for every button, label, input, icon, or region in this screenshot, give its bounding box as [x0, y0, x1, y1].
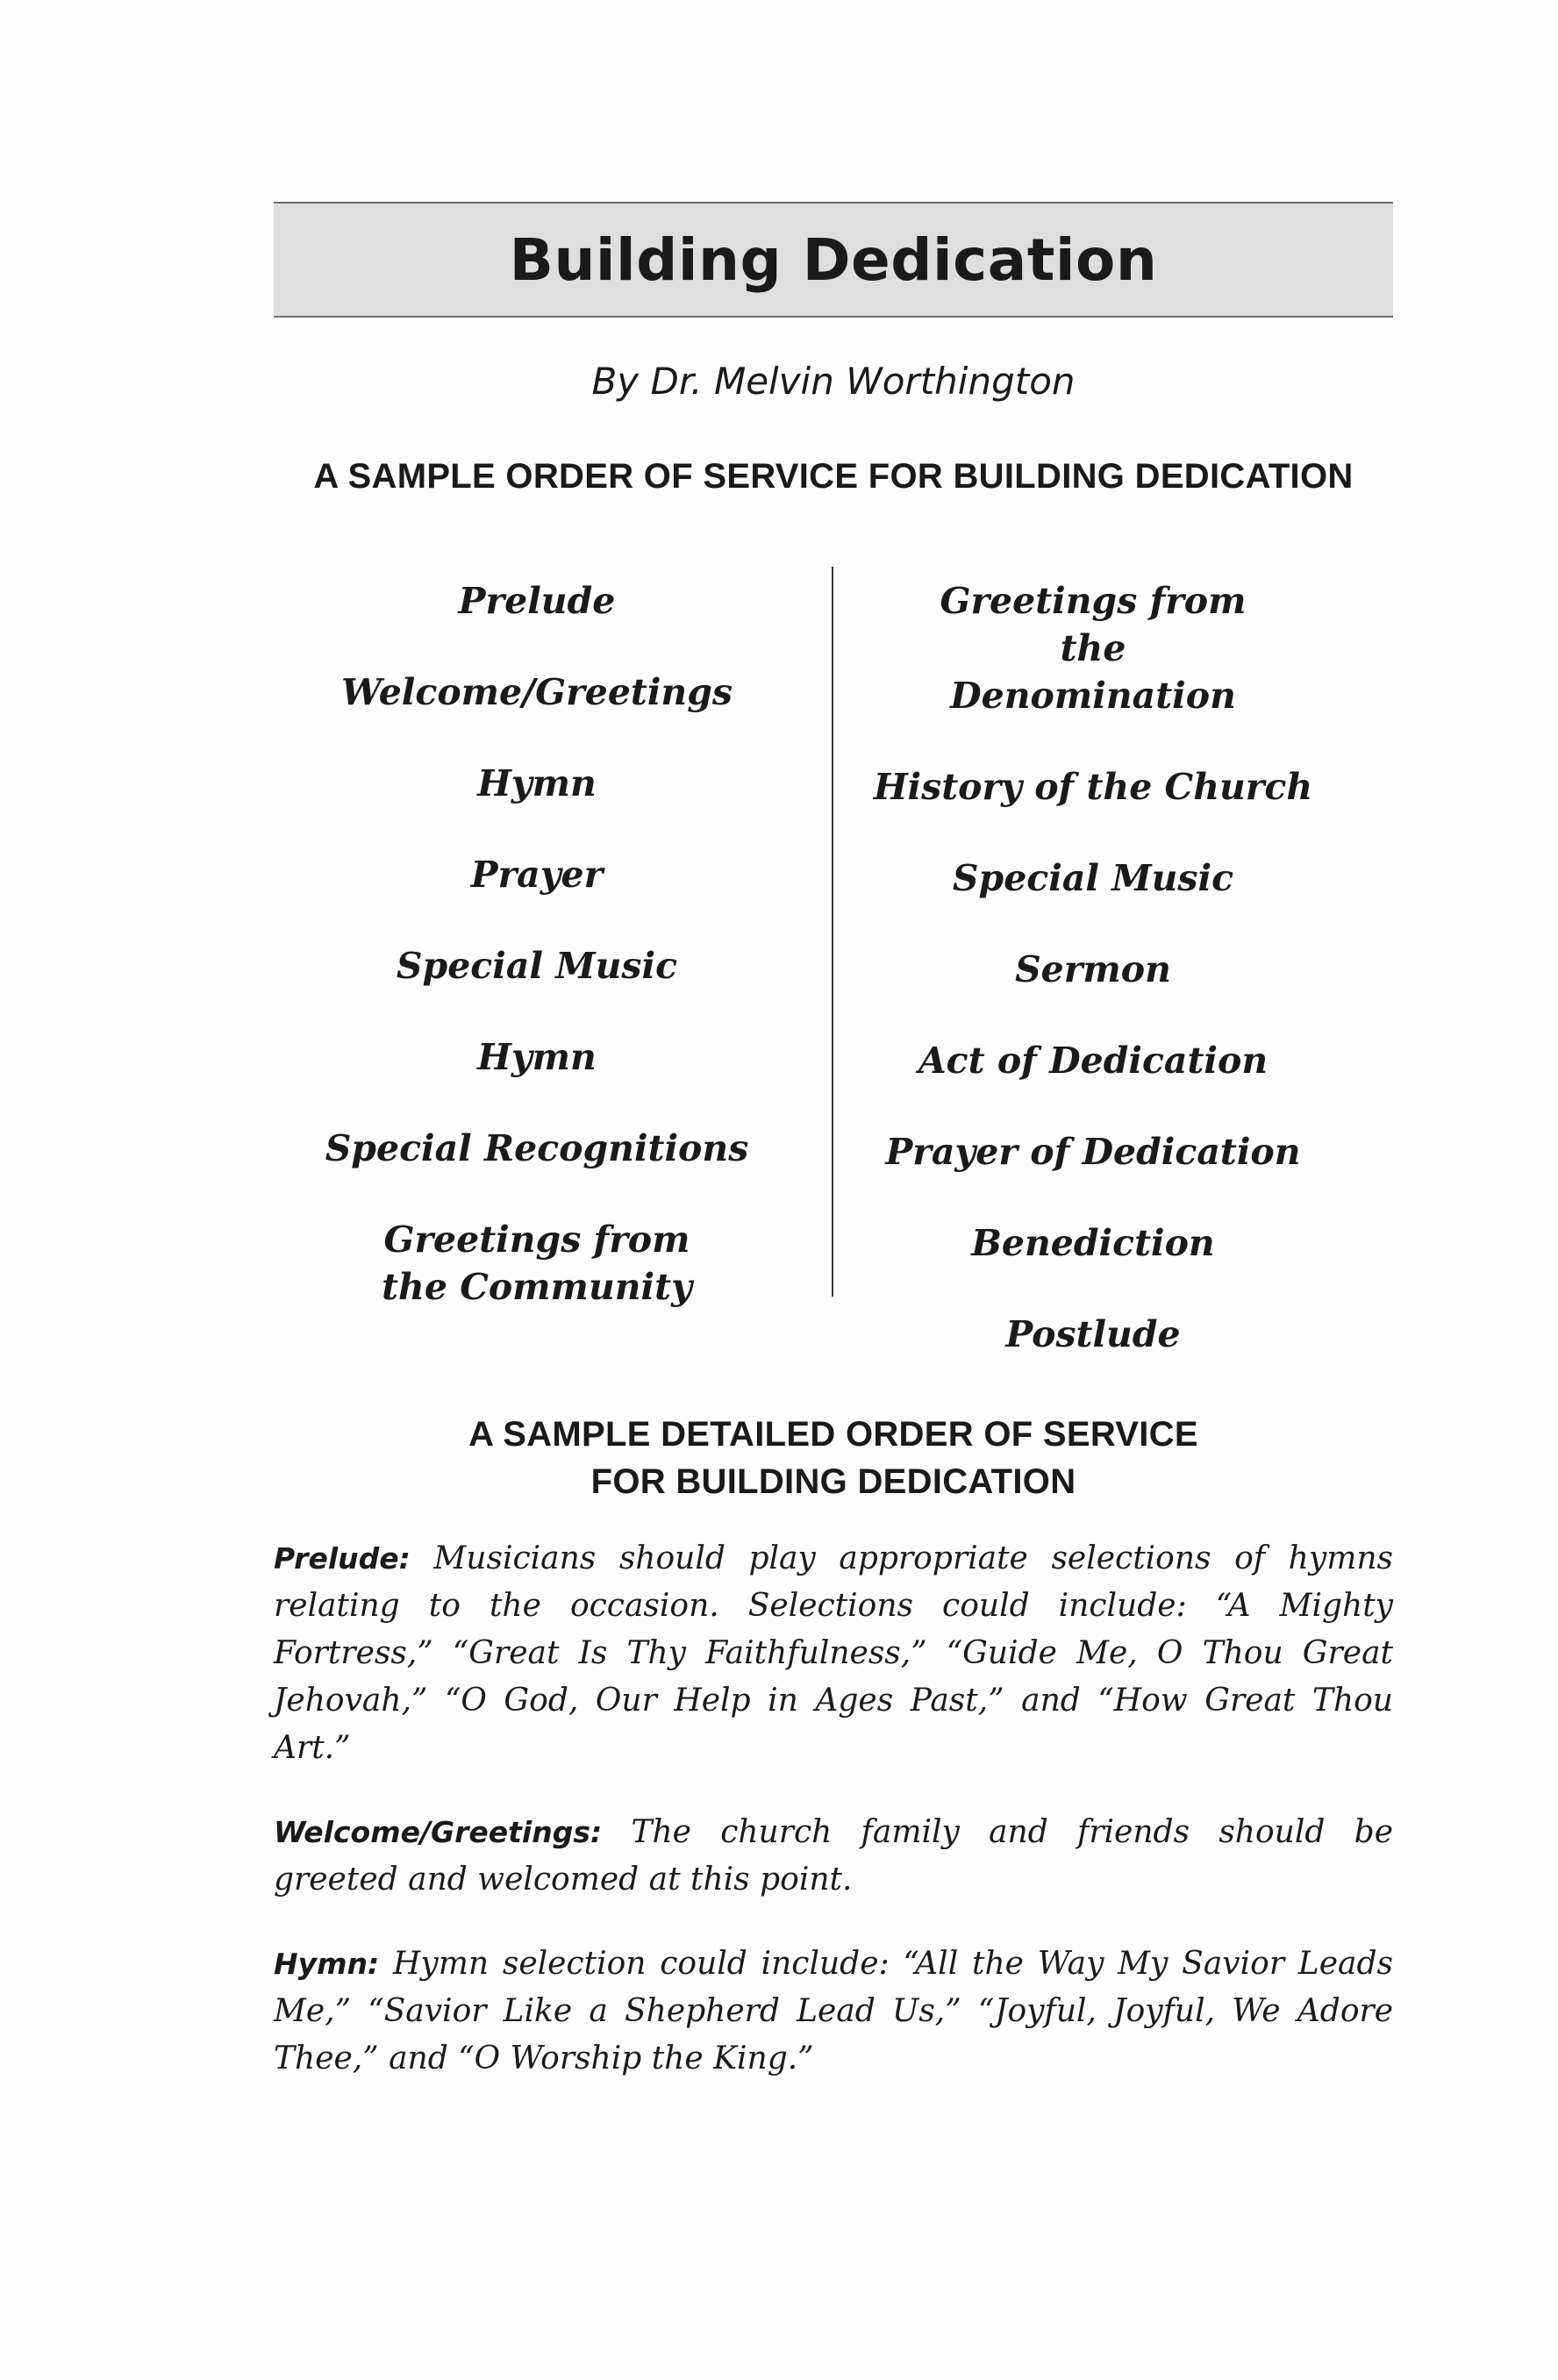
detailed-paragraphs	[274, 1535, 1393, 2083]
paragraph-text: The church family and friends should be greeted and welcomed at this point.	[274, 1814, 1393, 1898]
order-item: Greetings from the Community	[382, 1219, 692, 1308]
order-item: Hymn	[477, 1036, 597, 1078]
order-item: Sermon	[1015, 948, 1171, 990]
order-item: Special Recognitions	[325, 1127, 749, 1169]
paragraph-label: Hymn:	[274, 1947, 380, 1981]
order-item: Prayer of Dedication	[885, 1131, 1301, 1173]
detailed-order-heading	[274, 1411, 1393, 1505]
order-item: Special Music	[396, 945, 678, 987]
paragraph-prelude	[274, 1535, 1393, 1772]
document-page	[274, 202, 1393, 2119]
page-title: Building Dedication	[509, 225, 1158, 294]
title-banner	[274, 202, 1393, 318]
author-byline: By Dr. Melvin Worthington	[591, 360, 1076, 403]
order-item: Act of Dedication	[918, 1040, 1269, 1082]
order-item: Postlude	[1005, 1313, 1181, 1355]
order-item: Hymn	[477, 762, 597, 804]
paragraph-text: Musicians should play appropriate selections of hymns relating to the occasion. Selections could include: “A Mighty Fortress,” “Great Is Thy Faithfulness,” “Guide Me, O Thou Great Jehovah,” “O God, Our Help in Ages Past,” and “How Great Thou Art.”	[274, 1540, 1393, 1766]
order-list-right	[830, 577, 1356, 1402]
order-item: Special Music	[952, 857, 1234, 899]
paragraph-text: Hymn selection could include: “All the Way My Savior Leads Me,” “Savior Like a Shepherd Lead Us,” “Joyful, Joyful, We Adore Thee,” and “O Worship the King.”	[274, 1946, 1394, 2076]
order-item: Greetings from the Denomination	[940, 580, 1247, 717]
paragraph-label: Prelude:	[274, 1541, 411, 1576]
order-item: Benediction	[971, 1222, 1215, 1264]
order-item: Welcome/Greetings	[341, 671, 733, 713]
paragraph-welcome	[274, 1809, 1393, 1904]
detailed-heading-line1: A SAMPLE DETAILED ORDER OF SERVICE	[468, 1415, 1198, 1454]
order-item: History of the Church	[873, 766, 1313, 808]
sample-order-heading: A SAMPLE ORDER OF SERVICE FOR BUILDING DEDICATION	[313, 457, 1354, 496]
order-of-service-columns	[274, 577, 1393, 1355]
paragraph-hymn	[274, 1940, 1393, 2083]
order-item: Prelude	[458, 580, 616, 622]
order-item: Prayer	[470, 854, 604, 896]
paragraph-label: Welcome/Greetings:	[274, 1815, 603, 1849]
order-list-left	[274, 577, 800, 1354]
detailed-heading-line2: FOR BUILDING DEDICATION	[590, 1462, 1076, 1501]
